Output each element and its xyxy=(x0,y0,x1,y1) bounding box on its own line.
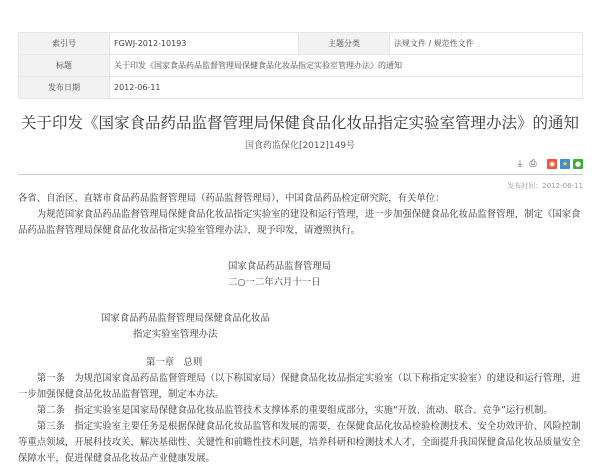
weibo-icon[interactable]: ◉ xyxy=(548,160,556,168)
date-value: 2012-06-11 xyxy=(110,77,583,99)
download-icon[interactable]: ⤓ xyxy=(518,159,522,169)
title-value: 关于印发《国家食品药品监督管理局保健食品化妆品指定实验室管理办法》的通知 xyxy=(110,55,583,77)
article-3: 第三条 指定实验室主要任务是根据保健食品化妆品监管和发展的需要，在保健食品化妆品检验检测技术、安全功效评价、风险控制等重点领域，开展科技攻关，解决基础性、关键性和前瞻性技术问题，培养科研和检测技术人才，全面提升我国保健食品化妆品质量安全保障水平，促进保健食品化妆品产业健康发展。 xyxy=(18,421,581,464)
article-body xyxy=(18,183,584,467)
salutation: 各省、自治区、直辖市食品药品监督管理局（药品监督管理局），中国食品药品检定研究院，有关单位： xyxy=(18,193,445,204)
date-label: 发布日期 xyxy=(19,77,110,99)
publish-time: 发布时间：2012-06-11 xyxy=(507,182,583,190)
title-label: 标题 xyxy=(19,55,110,77)
article-2: 第二条 指定实验室是国家局保健食品化妆品监管技术支撑体系的重要组成部分，实施“开放、流动、联合、竞争”运行机制。 xyxy=(36,405,553,416)
index-label: 索引号 xyxy=(19,33,110,55)
document-number: 国食药监保化[2012]149号 xyxy=(244,141,356,151)
chapter-heading: 第一章 总则 xyxy=(146,357,203,368)
favorite-icon[interactable]: ★ xyxy=(561,160,569,168)
index-value: FGWJ-2012-10193 xyxy=(110,33,299,55)
wechat-icon[interactable]: ● xyxy=(574,160,582,168)
page-title: 关于印发《国家食品药品监督管理局保健食品化妆品指定实验室管理办法》的通知 xyxy=(20,114,579,132)
print-icon[interactable]: ⎙ xyxy=(529,159,537,169)
category-label: 主题分类 xyxy=(299,33,390,55)
signer: 国家食品药品监督管理局 xyxy=(228,261,332,272)
intro-paragraph: 为规范国家食品药品监督管理局保健食品化妆品指定实验室的建设和运行管理，进一步加强保健食品化妆品监督管理，制定《国家食品药品监督管理局保健食品化妆品指定实验室管理办法》，现予印发，请遵照执行。 xyxy=(18,209,581,236)
divider xyxy=(18,174,583,175)
category-value: 法规文件 / 规范性文件 xyxy=(390,33,583,55)
sign-date: 二○一二年六月十一日 xyxy=(228,277,321,288)
document-title-line-1: 国家食品药品监督管理局保健食品化妆品 xyxy=(101,313,270,324)
metadata-table xyxy=(18,32,583,99)
article-1: 第一条 为规范国家食品药品监督管理局（以下称国家局）保健食品化妆品指定实验室（以下称指定实验室）的建设和运行管理，进一步加强保健食品化妆品监督管理，制定本办法。 xyxy=(18,373,581,400)
document-title-line-2: 指定实验室管理办法 xyxy=(133,329,218,340)
toolbar xyxy=(515,159,583,169)
